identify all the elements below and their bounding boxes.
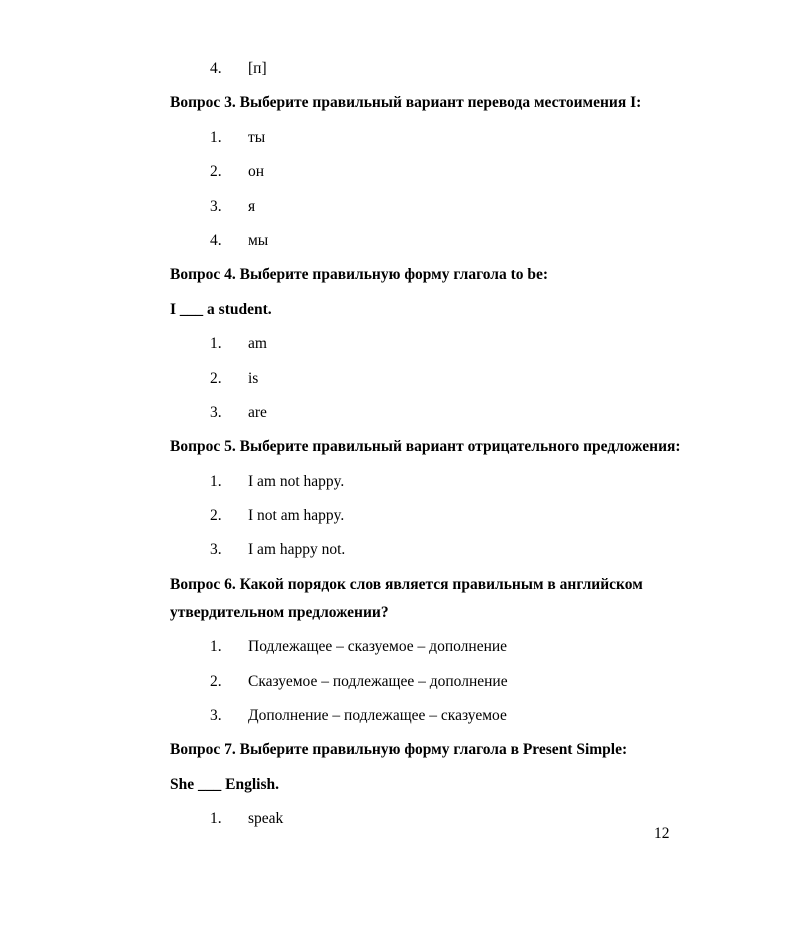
- fill-in-sentence: She ___ English.: [170, 775, 279, 793]
- option-number: 1.: [210, 335, 222, 353]
- option-text: am: [248, 335, 267, 353]
- option-number: 2.: [210, 369, 222, 387]
- option-number: 1.: [210, 472, 222, 490]
- option-text: мы: [248, 231, 269, 249]
- option-number: 2.: [210, 672, 222, 690]
- option-number: 1.: [210, 128, 222, 146]
- option-number: 2.: [210, 163, 222, 181]
- option-text: speak: [248, 810, 284, 828]
- option-text: я: [248, 197, 256, 215]
- answer-option: [170, 227, 682, 255]
- question-text: Вопрос 6. Какой порядок слов является правильным в английском утвердительном предложении?: [170, 575, 643, 621]
- document-content: [170, 55, 682, 840]
- answer-option: [170, 158, 682, 186]
- option-text: ты: [248, 128, 266, 146]
- option-text: он: [248, 163, 265, 181]
- option-number: 1.: [210, 810, 222, 828]
- question-text: Вопрос 7. Выберите правильную форму глагола в Present Simple:: [170, 741, 628, 759]
- option-text: is: [248, 369, 259, 387]
- answer-option: [170, 330, 682, 358]
- option-number: 2.: [210, 507, 222, 525]
- question-text: Вопрос 5. Выберите правильный вариант отрицательного предложения:: [170, 438, 681, 456]
- answer-option: [170, 702, 682, 730]
- question-text: Вопрос 4. Выберите правильную форму глагола to be:: [170, 266, 549, 284]
- option-number: 4.: [210, 231, 222, 249]
- option-text: I not am happy.: [248, 507, 345, 525]
- answer-option: [170, 124, 682, 152]
- fill-in-sentence: I ___ a student.: [170, 300, 272, 318]
- answer-option: [170, 55, 682, 83]
- option-number: 3.: [210, 403, 222, 421]
- answer-option: [170, 633, 682, 661]
- option-text: [п]: [248, 60, 267, 77]
- answer-option: [170, 399, 682, 427]
- answer-option: [170, 365, 682, 393]
- option-text: Подлежащее – сказуемое – дополнение: [248, 638, 508, 656]
- option-text: are: [248, 403, 267, 421]
- option-number: 3.: [210, 707, 222, 725]
- answer-option: [170, 668, 682, 696]
- option-number: 3.: [210, 197, 222, 215]
- question-text: Вопрос 3. Выберите правильный вариант перевода местоимения I:: [170, 94, 642, 112]
- answer-option: [170, 502, 682, 530]
- answer-option: [170, 805, 682, 833]
- answer-option: [170, 193, 682, 221]
- option-text: Дополнение – подлежащее – сказуемое: [248, 707, 507, 725]
- option-number: 1.: [210, 638, 222, 656]
- page-number: 12: [654, 825, 670, 842]
- option-text: I am not happy.: [248, 472, 345, 490]
- option-number: 3.: [210, 541, 222, 559]
- option-text: I am happy not.: [248, 541, 346, 559]
- answer-option: [170, 536, 682, 564]
- answer-option: [170, 468, 682, 496]
- option-number: 4.: [210, 60, 222, 77]
- option-text: Сказуемое – подлежащее – дополнение: [248, 672, 508, 690]
